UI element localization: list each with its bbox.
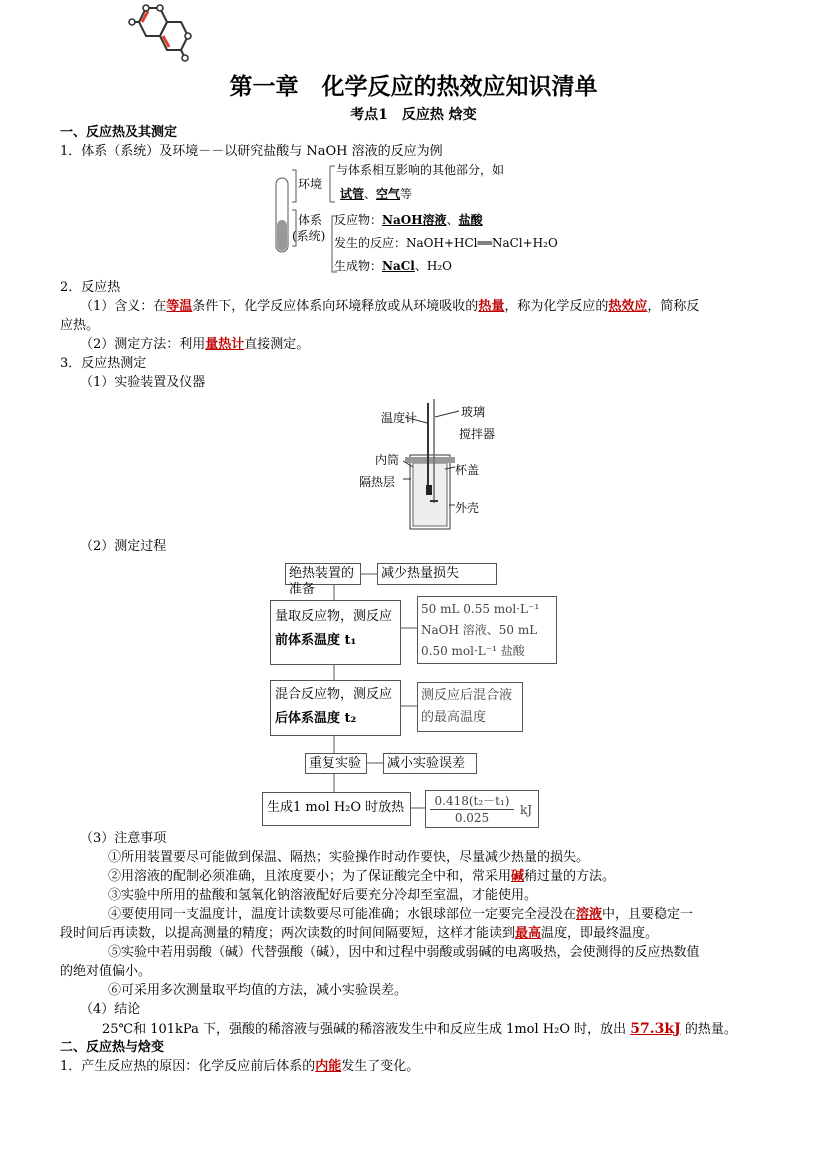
glass-label: 玻璃: [461, 405, 486, 419]
inner-cup-label: 内筒: [375, 453, 400, 467]
conclusion-line: 25℃和 101kPa 下，强酸的稀溶液与强碱的稀溶液发生中和反应生成 1mol H₂O 时，放出 57.3kJ 的热量。: [102, 1021, 737, 1037]
definition-line: （1）含义：在等温条件下，化学反应体系向环境释放或从环境吸收的热量，称为化学反应的热效应，简称反: [80, 299, 700, 314]
reactants-line: 反应物：NaOH溶液、盐酸: [334, 213, 483, 227]
env-desc-1: 与体系相互影响的其他部分，如: [336, 163, 505, 177]
note-5: ⑤实验中若用弱酸（碱）代替强酸（碱），因中和过程中弱酸或弱碱的电离吸热，会使测得的反应热数值: [108, 945, 700, 960]
reaction-line: 发生的反应：NaOH+HCl══NaCl+H₂O: [334, 236, 558, 250]
note-1: ①所用装置要尽可能做到保温、隔热；实验操作时动作要快，尽量减少热量的损失。: [108, 850, 590, 865]
sub-item-4: （4）结论: [80, 1002, 141, 1017]
item-2: 2．反应热: [60, 280, 121, 295]
flow-step-3-note: 测反应后混合液 的最高温度: [417, 682, 523, 732]
sys-label: 体系: [298, 213, 323, 227]
calorimeter-figure: [355, 395, 495, 535]
sub-item-3: （3）注意事项: [80, 831, 167, 846]
sec2-item-1: 1．产生反应热的原因：化学反应前后体系的内能发生了变化。: [60, 1059, 420, 1074]
thermometer-label: 温度计: [381, 411, 418, 425]
flow-step-4: 重复实验: [305, 753, 367, 774]
note-6: ⑥可采用多次测量取平均值的方法，减小实验误差。: [108, 983, 408, 998]
flow-step-2: 量取反应物，测反应 前体系温度 t₁: [270, 600, 401, 665]
note-3: ③实验中所用的盐酸和氢氧化钠溶液配好后要充分冷却至室温，才能使用。: [108, 888, 538, 903]
molecule-logo-icon: [128, 0, 200, 62]
note-4: ④要使用同一支温度计，温度计读数要尽可能准确；水银球部位一定要完全浸没在溶液中，且要稳定一: [108, 907, 694, 922]
item-1: 1．体系（系统）及环境－－以研究盐酸与 NaOH 溶液的反应为例: [60, 144, 443, 159]
env-label: 环境: [298, 177, 323, 191]
note-5-cont: 的绝对值偏小。: [60, 964, 152, 979]
env-desc-2: 试管、空气等: [340, 187, 413, 201]
sys-label-2: (系统): [292, 229, 326, 243]
page-title: 第一章 化学反应的热效应知识清单: [229, 74, 598, 100]
lid-label: 杯盖: [455, 463, 480, 477]
shell-label: 外壳: [455, 501, 480, 515]
flow-step-1: 绝热装置的准备: [285, 563, 361, 585]
products-line: 生成物：NaCl、H₂O: [334, 259, 452, 273]
sub-item-1: （1）实验装置及仪器: [80, 375, 206, 390]
flow-step-5-formula: 0.418(t₂－t₁) 0.025 kJ: [425, 790, 539, 828]
flow-step-3: 混合反应物，测反应 后体系温度 t₂: [270, 680, 401, 736]
flow-step-5: 生成1 mol H₂O 时放热: [262, 792, 411, 826]
note-2: ②用溶液的配制必须准确，且浓度要小；为了保证酸完全中和，常采用碱稍过量的方法。: [108, 869, 616, 884]
flow-step-2-note: 50 mL 0.55 mol·L⁻¹ NaOH 溶液、50 mL 0.50 mol·L⁻¹ 盐酸: [417, 596, 557, 664]
flow-step-1-note: 减少热量损失: [377, 563, 497, 585]
measurement-line: （2）测定方法：利用量热计直接测定。: [80, 337, 310, 352]
flow-step-4-note: 减小实验误差: [383, 753, 477, 774]
measurement-flowchart: [255, 560, 575, 830]
sub-item-2: （2）测定过程: [80, 539, 167, 554]
note-4-cont: 段时间后再读数，以提高测量的精度；两次读数的时间间隔要短，这样才能读到最高温度，即最终温度。: [60, 926, 659, 941]
system-environment-figure: [270, 160, 570, 280]
section-heading-1: 一、反应热及其测定: [60, 125, 178, 140]
page-subtitle: 考点1 反应热 焓变: [350, 107, 477, 123]
section-heading-2: 二、反应热与焓变: [60, 1040, 165, 1055]
definition-line-2: 应热。: [60, 318, 100, 333]
stirrer-label: 搅拌器: [459, 427, 496, 441]
item-3: 3．反应热测定: [60, 356, 147, 371]
insulation-label: 隔热层: [359, 475, 396, 489]
